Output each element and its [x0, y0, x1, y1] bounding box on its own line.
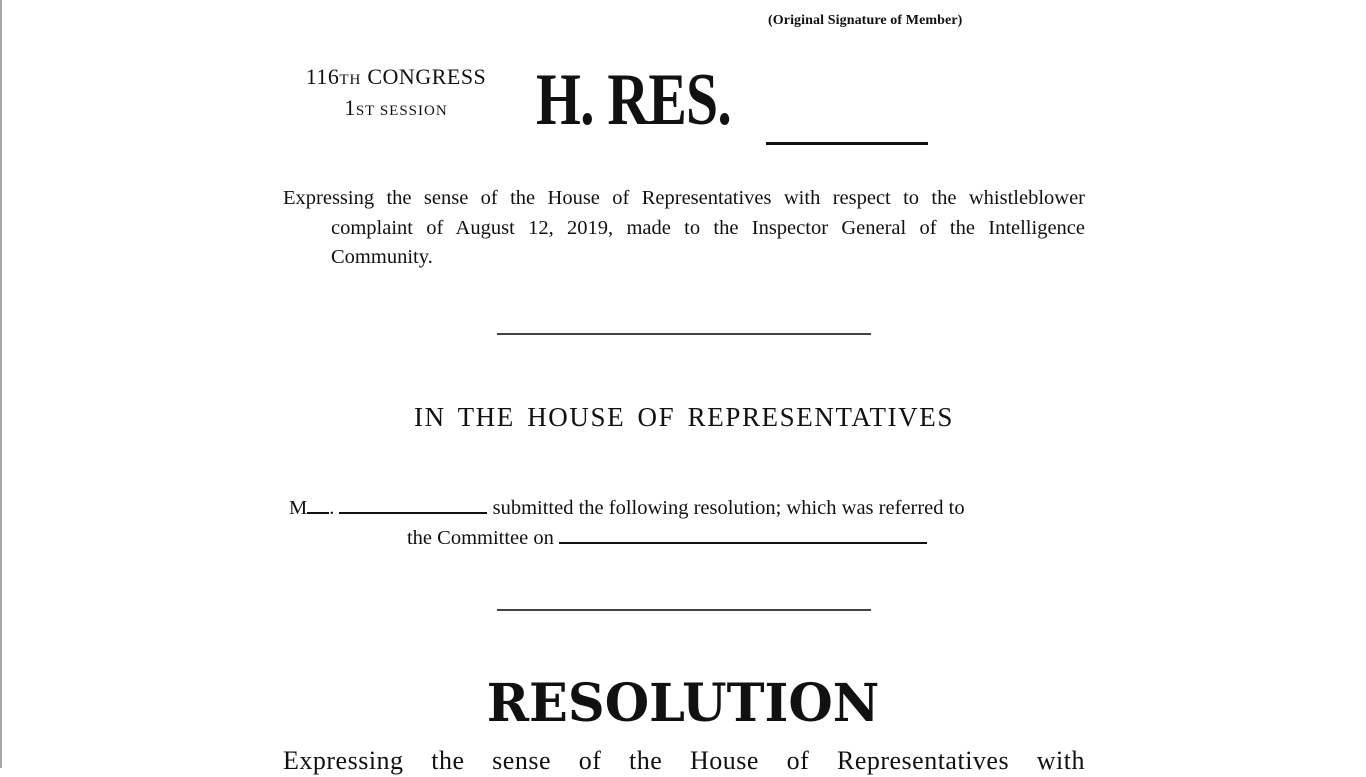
sponsor-line: M . submitted the following resolution; which was referred to the Committee on [289, 493, 1085, 553]
member-name-blank [339, 498, 487, 514]
resolution-body-start: Expressing the sense of the House of Representatives with [283, 746, 1085, 775]
chamber-heading: IN THE HOUSE OF REPRESENTATIVES [414, 402, 954, 432]
committee-text: the Committee on [406, 527, 560, 549]
measure-type: H. RES. [536, 59, 732, 141]
sponsor-text: submitted the following resolution; which was referred to [487, 497, 965, 519]
signature-caption: (Original Signature of Member) [768, 13, 963, 28]
member-prefix: M [289, 497, 308, 519]
member-title-blank [307, 498, 329, 514]
committee-line [289, 523, 1085, 553]
resolution-heading: RESOLUTION [486, 673, 880, 734]
measure-number-blank [766, 142, 928, 145]
separator-rule-2 [497, 609, 871, 611]
session-number: 1ST SESSION [344, 95, 448, 120]
congress-session-block [283, 63, 509, 125]
congress-number: 116TH CONGRESS [305, 64, 487, 89]
resolution-title: Expressing the sense of the House of Representatives with respect to the whistleblower complaint of August 12, 2019, made to the Inspector General of the Intelligence Community. [283, 187, 1085, 268]
separator-rule-1 [497, 333, 871, 335]
page-left-border [0, 0, 2, 768]
committee-blank [559, 528, 927, 544]
